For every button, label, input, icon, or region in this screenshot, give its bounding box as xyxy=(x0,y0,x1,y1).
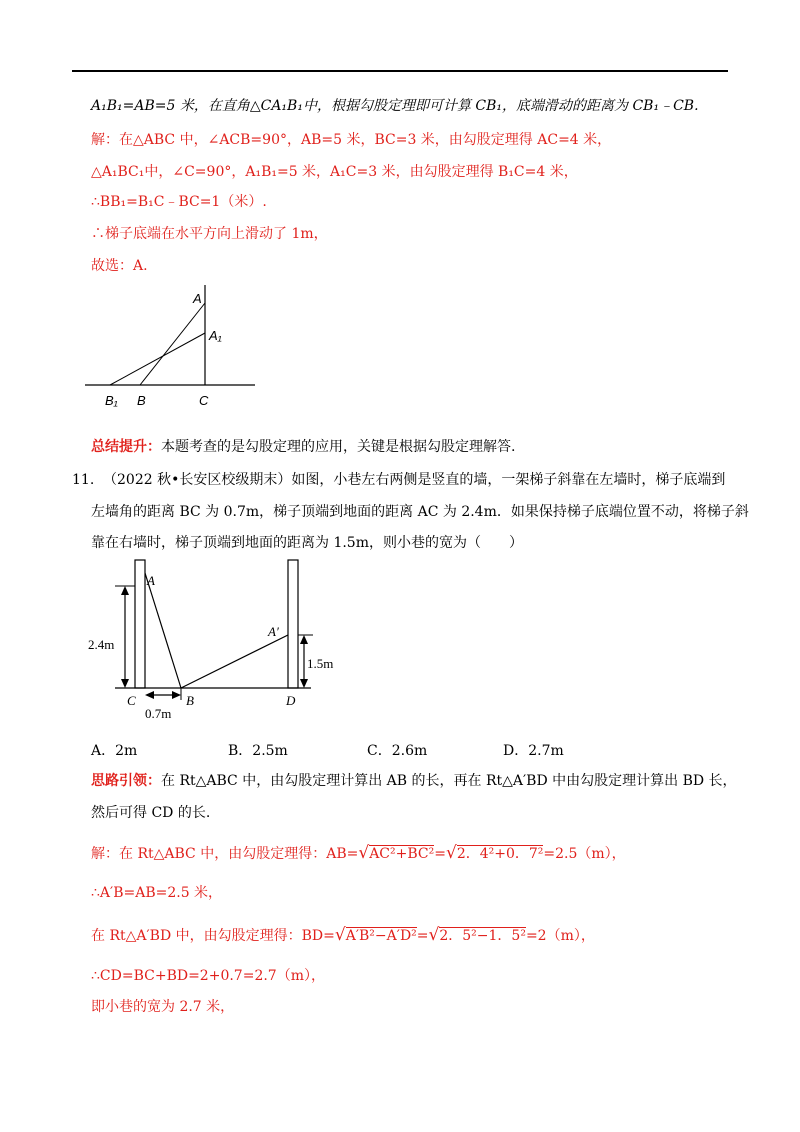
arrow-head-left xyxy=(145,691,154,699)
label-A: A xyxy=(193,291,202,306)
question-line-3: 靠在右墙时，梯子顶端到地面的距离为 1.5m，则小巷的宽为（ ） xyxy=(91,535,523,551)
solution-line-4: ∴梯子底端在水平方向上滑动了 1m， xyxy=(91,226,328,242)
s1-radicand-2: 2．4²+0．7² xyxy=(456,846,544,862)
summary-text: 本题考查的是勾股定理的应用，关键是根据勾股定理解答. xyxy=(161,439,516,455)
ladder-left xyxy=(145,573,181,688)
solution-line-1: 解：在△ABC 中，∠ACB=90°，AB=5 米，BC=3 米，由勾股定理得 AC=4 米， xyxy=(91,132,612,148)
hint-label: 思路引领： xyxy=(91,773,161,789)
s3-mid: = xyxy=(416,928,429,944)
hint-text-1: 在 Rt△ABC 中，由勾股定理计算出 AB 的长，再在 Rt△A′BD 中由勾股定理计算出 BD 长， xyxy=(161,773,737,789)
solution-step-2: ∴A′B=AB=2.5 米， xyxy=(91,885,223,901)
s1-mid: = xyxy=(434,846,446,862)
height-label-right: 1.5m xyxy=(307,656,334,671)
sqrt-sign-2: √ xyxy=(445,843,457,863)
label-Aprime: A′ xyxy=(268,624,279,639)
label-B1: B₁ xyxy=(105,393,118,408)
sqrt-sign-1: √ xyxy=(358,843,370,863)
arrow-head-up-left xyxy=(121,586,129,595)
left-wall xyxy=(135,560,145,688)
s3-radicand-1: A′B²−A′D² xyxy=(345,928,417,944)
hint-line-2: 然后可得 CD 的长. xyxy=(91,805,211,821)
text-line-1: A₁B₁=AB=5 米，在直角△CA₁B₁中，根据勾股定理即可计算 CB₁，底端滑动的距离为 CB₁﹣CB. xyxy=(91,98,699,114)
sqrt-sign-3: √ xyxy=(334,925,346,945)
hint-line-1 xyxy=(91,771,737,791)
s1-pre: 解：在 Rt△ABC 中，由勾股定理得：AB= xyxy=(91,846,359,862)
arrow-head-down-left xyxy=(121,679,129,688)
arrow-head-up-right xyxy=(300,635,308,644)
question-line-2: 左墙角的距离 BC 为 0.7m，梯子顶端到地面的距离 AC 为 2.4m．如果保持梯子底端位置不动，将梯子斜 xyxy=(91,504,749,520)
s1-post: =2.5（m）， xyxy=(543,846,626,862)
label-D: D xyxy=(286,693,296,708)
sqrt-sign-4: √ xyxy=(428,925,440,945)
solution-step-5: 即小巷的宽为 2.7 米， xyxy=(91,999,235,1015)
choice-d: D．2.7m xyxy=(503,743,564,759)
solution-line-2: △A₁BC₁中，∠C=90°，A₁B₁=5 米，A₁C=3 米，由勾股定理得 B₁C=4 米， xyxy=(91,164,578,180)
s3-pre: 在 Rt△A′BD 中，由勾股定理得：BD= xyxy=(91,928,335,944)
solution-step-4: ∴CD=BC+BD=2+0.7=2.7（m）， xyxy=(91,968,325,984)
ladder-before xyxy=(140,303,205,385)
label-C: C xyxy=(199,393,209,408)
solution-line-3: ∴BB₁=B₁C﹣BC=1（米）. xyxy=(91,194,267,210)
right-wall xyxy=(288,560,298,688)
label-B: B xyxy=(137,393,146,408)
choice-a: A．2m xyxy=(91,743,138,759)
question-number: 11. xyxy=(72,472,95,488)
choice-c: C．2.6m xyxy=(367,743,428,759)
ladder-figure-1 xyxy=(85,285,255,415)
arrow-head-down-right xyxy=(300,679,308,688)
s3-post: =2（m）， xyxy=(525,928,595,944)
solution-step-1 xyxy=(91,843,626,864)
question-line-1: （2022 秋•长安区校级期末）如图，小巷左右两侧是竖直的墙，一架梯子斜靠在左墙时，梯子底端到 xyxy=(103,472,726,488)
height-label-left: 2.4m xyxy=(88,637,115,652)
alley-figure xyxy=(85,555,334,723)
summary-label: 总结提升： xyxy=(91,439,161,455)
label-A1: A₁ xyxy=(209,328,222,343)
ladder-after xyxy=(110,333,205,385)
solution-line-5: 故选：A. xyxy=(91,258,148,274)
summary-line xyxy=(91,437,515,457)
s1-radicand-1: AC²+BC² xyxy=(369,846,435,862)
s3-radicand-2: 2．5²−1．5² xyxy=(439,928,526,944)
width-label: 0.7m xyxy=(145,706,172,721)
label-C: C xyxy=(127,693,136,708)
choice-b: B．2.5m xyxy=(228,743,288,759)
label-B: B xyxy=(186,693,194,708)
header-rule xyxy=(72,70,728,72)
label-A: A xyxy=(147,573,155,588)
arrow-head-right xyxy=(172,691,181,699)
ladder-right xyxy=(181,635,288,688)
solution-step-3 xyxy=(91,925,595,946)
